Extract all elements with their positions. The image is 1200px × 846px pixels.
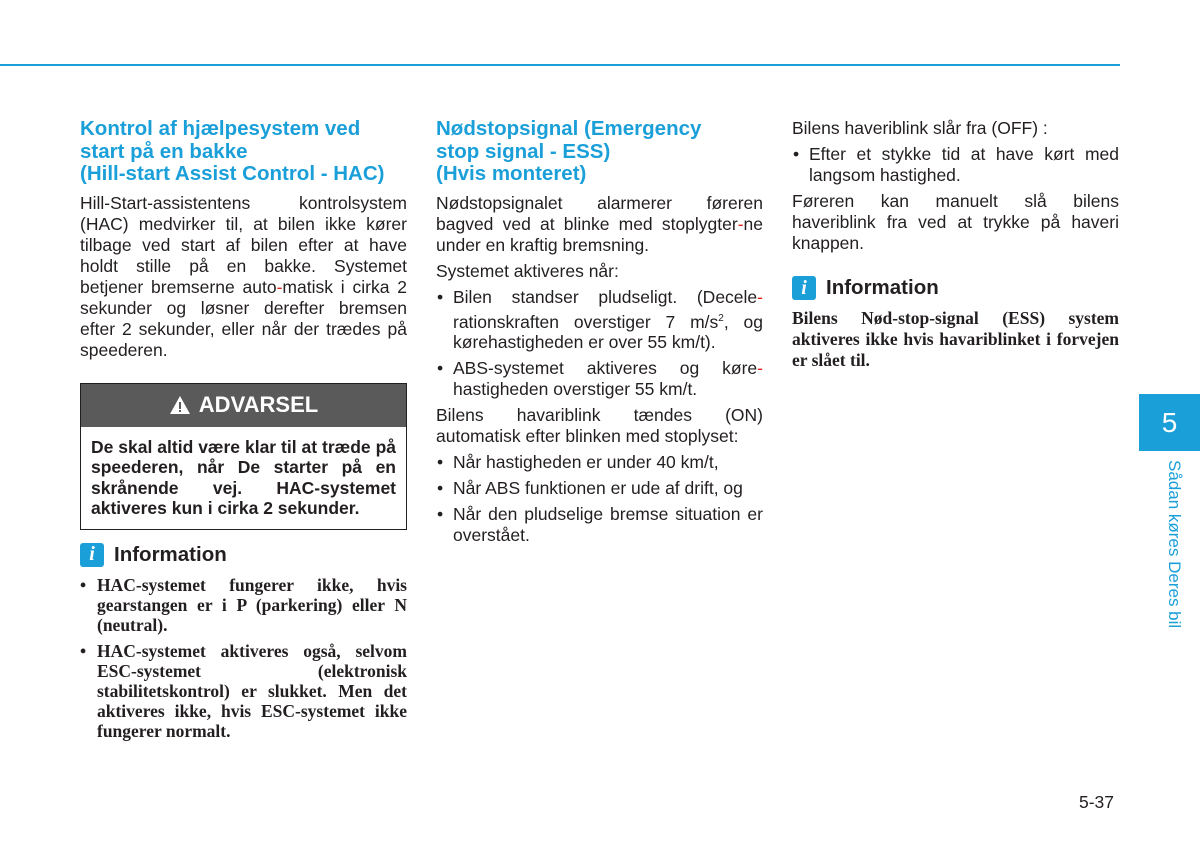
top-rule — [0, 64, 1120, 66]
info-block-hac — [80, 543, 407, 741]
chapter-tab: 5 — [1139, 394, 1200, 451]
warning-title: ADVARSEL — [198, 392, 319, 417]
info-text: Bilens Nød-stop-signal (ESS) system aktiveres ikke hvis havariblinket i forvejen er slået til. — [792, 308, 1119, 370]
hazard-on-paragraph: Bilens havariblink tændes (ON) automatisk efter blinken med stoplyset: — [436, 405, 763, 447]
manual-off-paragraph: Føreren kan manuelt slå bilens haveriblink fra ved at trykke på haveri knappen. — [792, 191, 1119, 253]
info-title: Information — [114, 542, 227, 566]
list-item: • Når ABS funktionen er ude af drift, og — [436, 478, 763, 499]
info-icon: i — [792, 276, 816, 300]
hazard-off-intro: Bilens haveriblink slår fra (OFF) : — [792, 118, 1048, 138]
info-title: Information — [826, 276, 939, 299]
list-item: • HAC-systemet fungerer ikke, hvis gearstangen er i P (parkering) eller N (neutral). — [80, 575, 407, 635]
info-list — [80, 575, 407, 741]
list-item: • Efter et stykke tid at have kørt med langsom hastighed. — [792, 144, 1119, 186]
section-heading-ess: Nødstopsignal (Emergency stop signal - ESS) (Hvis monteret) — [436, 117, 702, 185]
column-hazard-off — [792, 118, 1119, 371]
info-title-row — [80, 543, 407, 567]
list-item: • Når hastigheden er under 40 km/t, — [436, 452, 763, 473]
list-item: • HAC-systemet aktiveres også, selvom ESC-systemet (elektronisk stabilitetskontrol) er slukket. Men det aktiveres ikke, hvis ESC-systemet ikke fungerer normalt. — [80, 641, 407, 741]
warning-text: De skal altid være klar til at træde på speederen, når De starter på en skrånende vej. HAC-systemet aktiveres kun i cirka 2 sekunder. — [91, 436, 396, 518]
list-item: • Når den pludselige bremse situation er overstået. — [436, 504, 763, 546]
ess-activation-intro: Systemet aktiveres når: — [436, 260, 619, 281]
hac-paragraph: Hill-Start-assistentens kontrolsystem (HAC) medvirker til, at bilen ikke kører tilbage ved start af bilen efter at have holdt stille på en bakke. Systemet betjener bremserne auto-matisk i cirka 2 sekunder og løsner derefter bremsen efter 2 sekunder, eller når der trædes på speederen. — [80, 192, 408, 360]
column-ess — [436, 118, 763, 551]
warning-header — [81, 384, 406, 427]
info-icon: i — [80, 543, 104, 567]
info-block-ess — [792, 276, 1119, 371]
warning-box — [80, 383, 407, 530]
page-number: 5-37 — [1079, 792, 1115, 812]
activation-list — [436, 287, 763, 401]
ess-paragraph: Nødstopsignalet alarmerer føreren bagved ved at blinke med stoplygter-ne under en kraftig bremsning. — [436, 192, 763, 255]
chapter-title: Sådan køres Deres bil — [1165, 460, 1184, 629]
list-item: • Bilen standser pludseligt. (Decele-rationskraften overstiger 7 $m/s^2$, og kørehastigheden er over 55 km/t). — [436, 287, 763, 354]
list-item: • ABS-systemet aktiveres og køre-hastigheden overstiger 55 km/t. — [436, 358, 763, 400]
hazard-on-list — [436, 452, 763, 546]
hazard-off-list — [792, 144, 1119, 186]
warning-triangle-icon — [169, 395, 191, 415]
column-hac — [80, 118, 407, 747]
section-heading-hac: Kontrol af hjælpesystem ved start på en bakke (Hill-start Assist Control - HAC) — [80, 117, 385, 185]
info-title-row — [792, 276, 1119, 300]
